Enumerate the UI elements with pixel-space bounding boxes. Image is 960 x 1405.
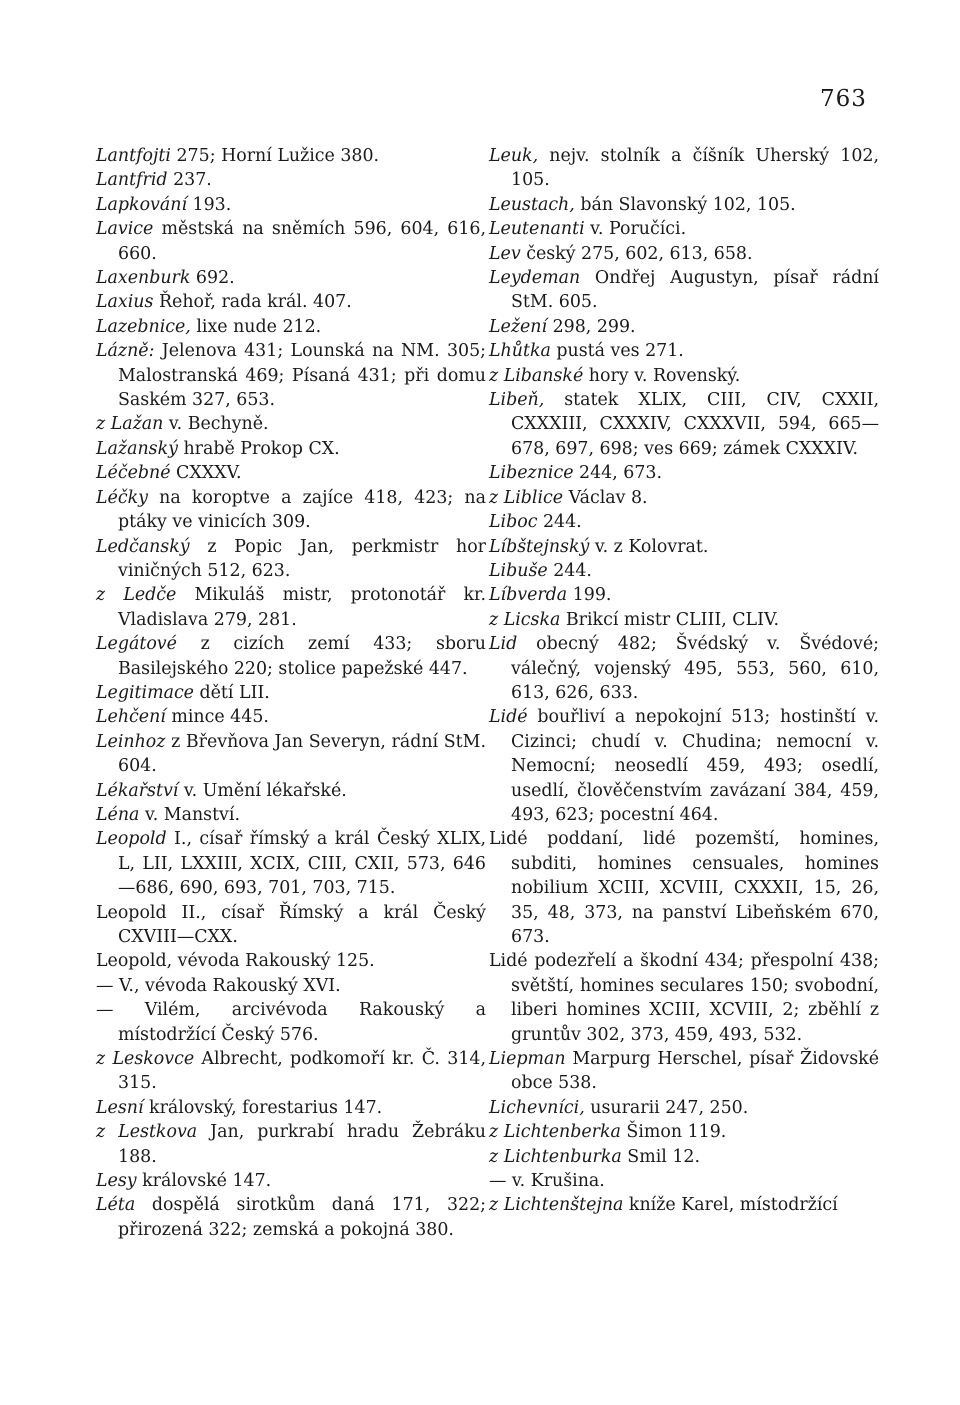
entry-headword: z Lichtenštejna bbox=[489, 1195, 624, 1216]
index-entry bbox=[96, 144, 486, 168]
entry-text: královský, forestarius 147. bbox=[143, 1097, 383, 1118]
entry-headword: Liboc bbox=[489, 512, 538, 533]
entry-headword: — bbox=[489, 1171, 507, 1192]
index-entry bbox=[489, 266, 879, 315]
entry-headword: Lapkování bbox=[96, 194, 188, 215]
index-entry bbox=[96, 827, 486, 900]
entry-text: bouřliví a nepokojní 513; hostinští v. Cizinci; chudí v. Chudina; nemocní v. Nemocní; neosedlí 459, 493; osedlí, usedlí, člověčenstvím zavázaní 384, 459, 493, 623; pocestní 464. bbox=[511, 707, 879, 825]
entry-headword: Lavice bbox=[96, 219, 154, 240]
entry-headword: z Lestkova bbox=[96, 1122, 198, 1143]
index-entry bbox=[96, 412, 486, 436]
entry-text: městská na sněmích 596, 604, 616, 660. bbox=[118, 219, 486, 264]
entry-text: královské 147. bbox=[136, 1171, 272, 1192]
index-entry bbox=[489, 461, 879, 485]
entry-text: Ondřej Augustyn, písař rádní StM. 605. bbox=[511, 268, 879, 313]
entry-headword: Lid bbox=[489, 634, 518, 655]
index-entry bbox=[489, 559, 879, 583]
index-entry bbox=[96, 730, 486, 779]
entry-headword: Leopold, bbox=[96, 951, 173, 972]
index-entry bbox=[96, 266, 486, 290]
entry-headword: Lesní bbox=[96, 1097, 144, 1118]
entry-text: poddaní, lidé pozemští, homines, subditi, homines censuales, homines nobilium XCIII, XCVIII, CXXXII, 15, 26, 35, 48, 373, na panství Libeňském 670, 673. bbox=[511, 829, 879, 947]
entry-headword: Lékařství bbox=[96, 780, 179, 801]
entry-headword: Leydeman bbox=[489, 268, 581, 289]
entry-headword: Líbštejnský bbox=[489, 536, 590, 557]
index-entry bbox=[96, 315, 486, 339]
index-entry bbox=[489, 1169, 879, 1193]
index-entry bbox=[96, 1193, 486, 1242]
index-entry bbox=[96, 193, 486, 217]
entry-headword: Leopold bbox=[96, 829, 167, 850]
index-entry bbox=[489, 583, 879, 607]
index-entry bbox=[489, 486, 879, 510]
entry-text: v. z Kolovrat. bbox=[589, 536, 709, 557]
index-entry bbox=[96, 1047, 486, 1096]
entry-headword: Laxius bbox=[96, 292, 154, 313]
entry-text: obecný 482; Švédský v. Švédové; válečný, vojenský 495, 553, 560, 610, 613, 626, 633. bbox=[511, 634, 879, 703]
entry-headword: Lidé bbox=[489, 707, 528, 728]
index-entry bbox=[489, 949, 879, 1047]
index-entry bbox=[96, 290, 486, 314]
index-entry bbox=[489, 827, 879, 949]
entry-text: vévoda Rakouský XVI. bbox=[139, 975, 341, 996]
index-entry bbox=[96, 339, 486, 412]
entry-headword: Lhůtka bbox=[489, 341, 551, 362]
entry-text: Řehoř, rada král. 407. bbox=[153, 292, 352, 313]
entry-headword: Lesy bbox=[96, 1171, 137, 1192]
entry-headword: Leutenanti bbox=[489, 219, 585, 240]
index-entry bbox=[96, 486, 486, 535]
index-entry bbox=[489, 1096, 879, 1120]
entry-text: z Břevňova Jan Severyn, rádní StM. 604. bbox=[118, 731, 486, 777]
entry-headword: — V., bbox=[96, 975, 140, 996]
entry-text: hory v. Rovenský. bbox=[583, 365, 741, 386]
index-entry bbox=[489, 705, 879, 827]
entry-text: v. Bechyně. bbox=[163, 414, 269, 435]
entry-headword: Léna bbox=[96, 804, 140, 825]
entry-text: vévoda Rakouský 125. bbox=[172, 951, 375, 972]
index-entry bbox=[96, 1096, 486, 1120]
entry-text: Václav 8. bbox=[563, 487, 648, 508]
entry-headword: — Vilém, bbox=[96, 1000, 201, 1021]
entry-headword: Lázně: bbox=[96, 341, 155, 362]
index-entry bbox=[489, 217, 879, 241]
index-entry bbox=[96, 1169, 486, 1193]
entry-headword: Laxenburk bbox=[96, 268, 191, 289]
entry-headword: z Leskovce bbox=[96, 1049, 195, 1070]
entry-text: II., císař Římský a král Český CXVIII—CXX. bbox=[118, 902, 486, 947]
index-entry bbox=[489, 608, 879, 632]
index-entry bbox=[96, 705, 486, 729]
index-entry bbox=[96, 1120, 486, 1169]
page-number: 763 bbox=[820, 86, 867, 112]
entry-headword: Lantfrid bbox=[96, 170, 168, 191]
entry-text: z cizích zemí 433; sboru Basilejského 220; stolice papežské 447. bbox=[118, 634, 486, 679]
entry-text: Albrecht, podkomoří kr. Č. 314, 315. bbox=[118, 1049, 486, 1094]
entry-headword: Lidé bbox=[489, 829, 528, 850]
index-entry bbox=[96, 632, 486, 681]
entry-headword: z Lichtenberka bbox=[489, 1122, 621, 1143]
entry-text: dospělá sirotkům daná 171, 322; přirozená 322; zemská a pokojná 380. bbox=[118, 1195, 486, 1240]
index-entry bbox=[489, 1193, 879, 1217]
entry-text: podezřelí a škodní 434; přespolní 438; světští, homines seculares 150; svobodní, liberi homines XCIII, XCVIII, 2; zběhlí z gruntův 302, 373, 459, 493, 532. bbox=[511, 951, 879, 1045]
index-entry bbox=[96, 901, 486, 950]
entry-text: v. Umění lékařské. bbox=[178, 780, 347, 801]
entry-headword: Lichevníci, bbox=[489, 1097, 585, 1118]
entry-text: 193. bbox=[187, 194, 232, 215]
entry-text: lixe nude 212. bbox=[190, 316, 322, 337]
index-entry bbox=[96, 681, 486, 705]
entry-headword: Léčebné bbox=[96, 463, 171, 484]
entry-headword: Lidé bbox=[489, 951, 528, 972]
entry-headword: Liepman bbox=[489, 1049, 566, 1070]
index-entry bbox=[489, 193, 879, 217]
index-entry bbox=[489, 242, 879, 266]
entry-headword: Ledčanský bbox=[96, 536, 190, 557]
entry-headword: z Lichtenburka bbox=[489, 1146, 622, 1167]
entry-text: Šimon 119. bbox=[620, 1122, 727, 1143]
entry-text: Jan, purkrabí hradu Žebráku 188. bbox=[118, 1122, 486, 1167]
entry-headword: z Libanské bbox=[489, 365, 584, 386]
index-entry bbox=[96, 779, 486, 803]
index-entry bbox=[489, 510, 879, 534]
entry-text: Brikcí mistr CLIII, CLIV. bbox=[560, 609, 780, 630]
entry-headword: z Ledče bbox=[96, 585, 177, 606]
entry-text: Marpurg Herschel, písař Židovské obce 538. bbox=[511, 1049, 879, 1094]
entry-text: kníže Karel, místodržící bbox=[623, 1195, 838, 1216]
entry-headword: Líbverda bbox=[489, 585, 568, 606]
entry-headword: Legátové bbox=[96, 634, 177, 655]
entry-text: statek XLIX, CIII, CIV, CXXII, CXXXIII, CXXXIV, CXXXVII, 594, 665—678, 697, 698; ves 669; zámek CXXXIV. bbox=[511, 390, 879, 459]
index-entry bbox=[489, 1047, 879, 1096]
entry-text: na koroptve a zajíce 418, 423; na ptáky ve vinicích 309. bbox=[118, 487, 486, 533]
index-entry bbox=[96, 217, 486, 266]
entry-headword: Lažanský bbox=[96, 438, 178, 459]
index-entry bbox=[489, 144, 879, 193]
entry-headword: Libeznice bbox=[489, 463, 574, 484]
entry-headword: Ležení bbox=[489, 316, 548, 337]
entry-text: Smil 12. bbox=[621, 1146, 701, 1167]
entry-headword: Lev bbox=[489, 243, 521, 264]
index-entry bbox=[489, 1145, 879, 1169]
index-entry bbox=[96, 998, 486, 1047]
entry-text: arcivévoda Rakouský a místodržící Český 576. bbox=[118, 1000, 486, 1045]
entry-text: Jelenova 431; Lounská na NM. 305; Malostranská 469; Písaná 431; při domu Saském 327, 653. bbox=[118, 341, 486, 411]
entry-text: bán Slavonský 102, 105. bbox=[574, 194, 796, 215]
entry-text: nejv. stolník a číšník Uherský 102, 105. bbox=[511, 146, 879, 191]
index-entry bbox=[96, 461, 486, 485]
entry-text: z Popic Jan, perkmistr hor viničných 512, 623. bbox=[118, 536, 486, 581]
entry-text: 237. bbox=[167, 170, 212, 191]
entry-text: 244. bbox=[547, 560, 592, 581]
entry-text: český 275, 602, 613, 658. bbox=[520, 243, 753, 264]
entry-headword: Léčky bbox=[96, 487, 148, 508]
entry-text: v. Manství. bbox=[139, 804, 240, 825]
index-entry bbox=[489, 1120, 879, 1144]
entry-text: 199. bbox=[567, 585, 612, 606]
index-entry bbox=[489, 632, 879, 705]
index-entry bbox=[489, 364, 879, 388]
index-column-left bbox=[96, 144, 486, 1242]
index-entry bbox=[96, 437, 486, 461]
entry-text: usurarii 247, 250. bbox=[584, 1097, 749, 1118]
index-column-right bbox=[489, 144, 879, 1218]
entry-headword: z Lažan bbox=[96, 414, 164, 435]
entry-headword: Libeň, bbox=[489, 390, 545, 411]
entry-headword: Leinhoz bbox=[96, 731, 166, 752]
entry-headword: Leuk, bbox=[489, 146, 539, 166]
index-entry bbox=[96, 949, 486, 973]
index-entry bbox=[489, 535, 879, 559]
entry-text: 298, 299. bbox=[547, 316, 636, 337]
entry-text: hrabě Prokop CX. bbox=[177, 438, 340, 459]
entry-text: pustá ves 271. bbox=[550, 341, 684, 362]
entry-headword: Legitimace bbox=[96, 682, 194, 703]
entry-text: dětí LII. bbox=[193, 682, 270, 703]
entry-headword: Léta bbox=[96, 1195, 136, 1216]
entry-headword: z Liblice bbox=[489, 487, 564, 508]
entry-headword: Libuše bbox=[489, 560, 548, 581]
index-entry bbox=[96, 535, 486, 584]
entry-headword: Lehčení bbox=[96, 707, 166, 728]
index-entry bbox=[489, 339, 879, 363]
entry-text: I., císař římský a král Český XLIX, L, LII, LXXIII, XCIX, CIII, CXII, 573, 646—686, 690, 693, 701, 703, 715. bbox=[118, 829, 486, 899]
entry-text: 275; Horní Lužice 380. bbox=[170, 146, 380, 166]
entry-headword: Leopold bbox=[96, 902, 167, 923]
entry-text: 692. bbox=[190, 268, 235, 289]
entry-text: CXXXV. bbox=[170, 463, 242, 484]
entry-text: 244. bbox=[537, 512, 582, 533]
index-entry bbox=[489, 388, 879, 461]
entry-headword: Leustach, bbox=[489, 194, 575, 215]
index-entry bbox=[96, 583, 486, 632]
index-entry bbox=[96, 803, 486, 827]
index-entry bbox=[96, 168, 486, 192]
entry-text: v. Poručíci. bbox=[584, 219, 687, 240]
entry-text: v. Krušina. bbox=[506, 1171, 605, 1192]
entry-text: mince 445. bbox=[165, 707, 269, 728]
entry-text: Mikuláš mistr, protonotář kr. Vladislava 279, 281. bbox=[118, 585, 486, 630]
index-entry bbox=[489, 315, 879, 339]
entry-text: 244, 673. bbox=[573, 463, 662, 484]
entry-headword: Lantfojti bbox=[96, 146, 171, 166]
entry-headword: z Licska bbox=[489, 609, 561, 630]
index-entry bbox=[96, 974, 486, 998]
entry-headword: Lazebnice, bbox=[96, 316, 191, 337]
